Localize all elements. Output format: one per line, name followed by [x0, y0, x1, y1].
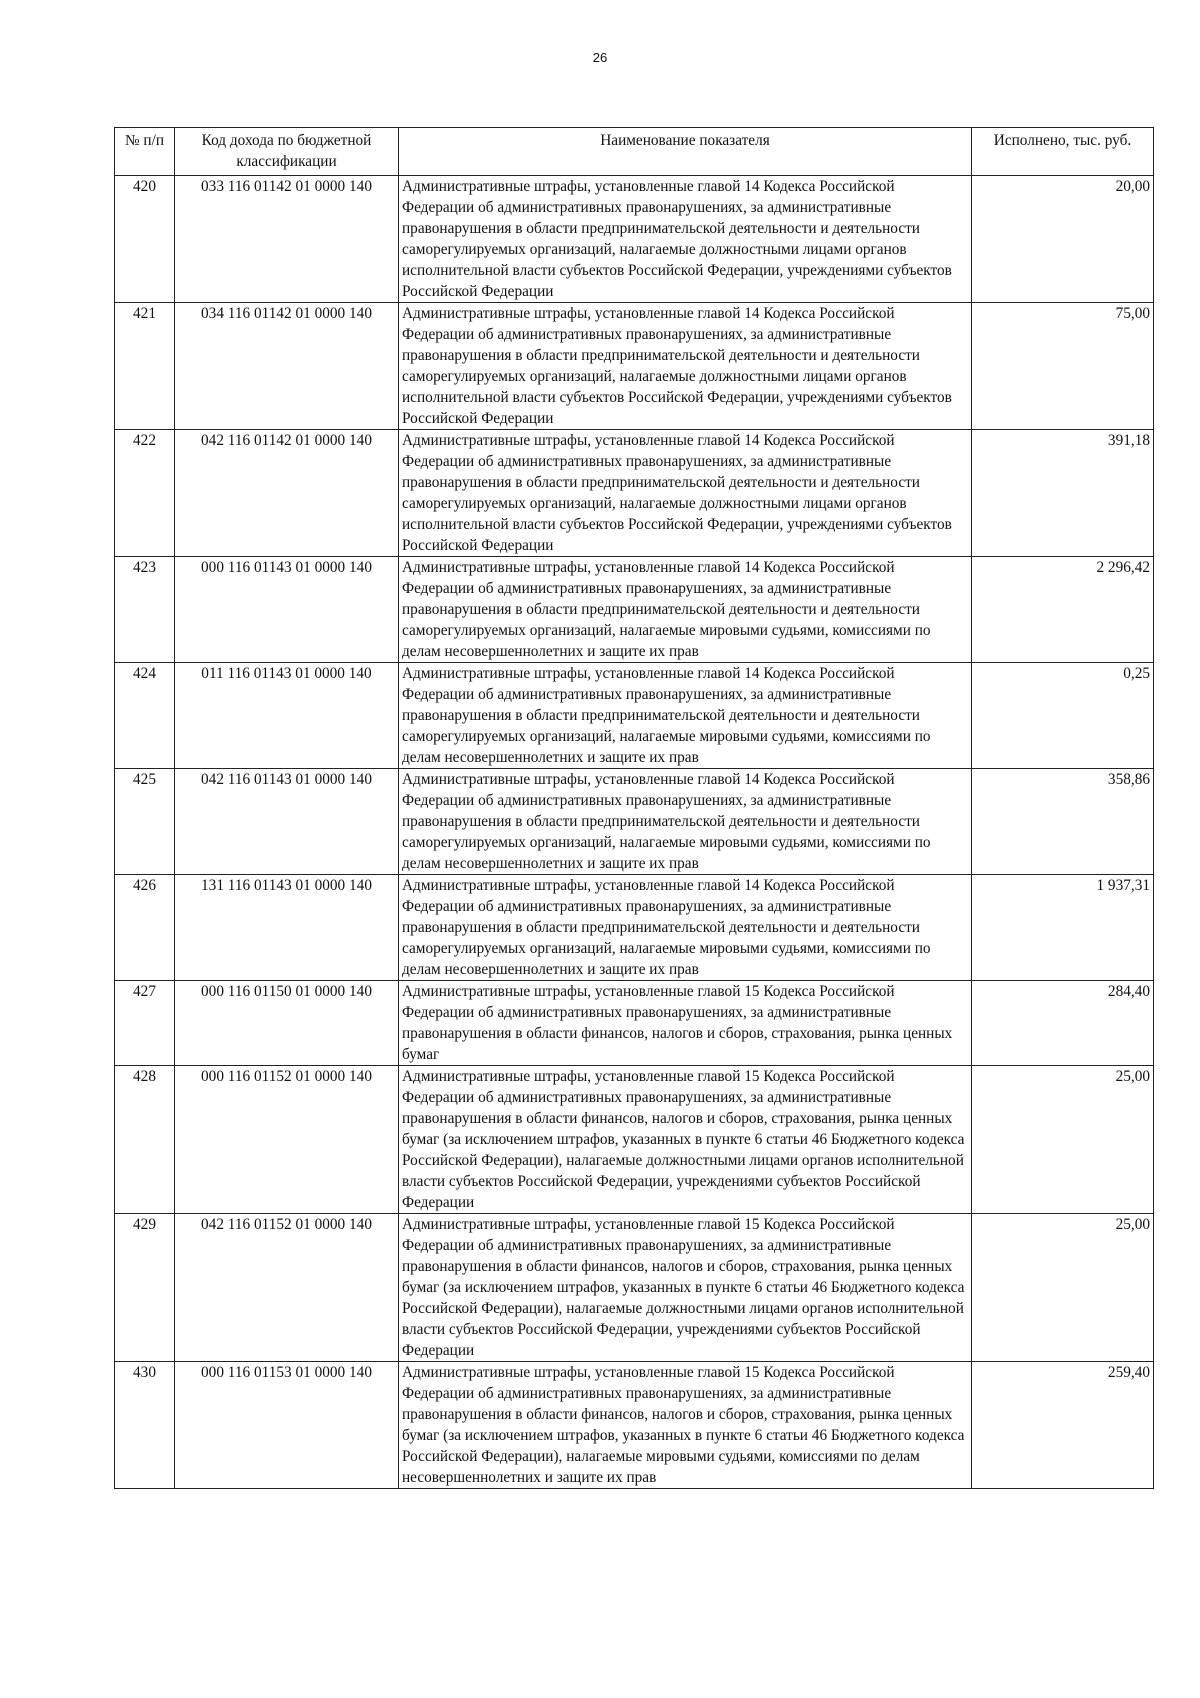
row-code: 034 116 01142 01 0000 140 [175, 303, 399, 430]
row-number: 425 [115, 769, 175, 875]
table-row [115, 981, 1154, 1066]
row-name: Административные штрафы, установленные главой 14 Кодекса Российской Федерации об административных правонарушениях, за административные правонарушения в области предпринимательской деятельности и деятельности саморегулируемых организаций, налагаемые мировыми судьями, комиссиями по делам несовершеннолетних и защите их прав [399, 769, 972, 875]
row-name: Административные штрафы, установленные главой 15 Кодекса Российской Федерации об административных правонарушениях, за административные правонарушения в области финансов, налогов и сборов, страхования, рынка ценных бумаг (за исключением штрафов, указанных в пункте 6 статьи 46 Бюджетного кодекса Российской Федерации), налагаемые мировыми судьями, комиссиями по делам несовершеннолетних и защите их прав [399, 1362, 972, 1489]
header-code: Код дохода по бюджетной классификации [175, 128, 399, 176]
table-row [115, 875, 1154, 981]
table-row [115, 1214, 1154, 1362]
table-row [115, 1362, 1154, 1489]
row-code: 042 116 01143 01 0000 140 [175, 769, 399, 875]
row-name: Административные штрафы, установленные главой 14 Кодекса Российской Федерации об административных правонарушениях, за административные правонарушения в области предпринимательской деятельности и деятельности саморегулируемых организаций, налагаемые должностными лицами органов исполнительной власти субъектов Российской Федерации, учреждениями субъектов Российской Федерации [399, 176, 972, 303]
row-number: 427 [115, 981, 175, 1066]
row-name: Административные штрафы, установленные главой 14 Кодекса Российской Федерации об административных правонарушениях, за административные правонарушения в области предпринимательской деятельности и деятельности саморегулируемых организаций, налагаемые должностными лицами органов исполнительной власти субъектов Российской Федерации, учреждениями субъектов Российской Федерации [399, 303, 972, 430]
row-sum: 2 296,42 [972, 557, 1154, 663]
row-sum: 25,00 [972, 1066, 1154, 1214]
row-name: Административные штрафы, установленные главой 15 Кодекса Российской Федерации об административных правонарушениях, за административные правонарушения в области финансов, налогов и сборов, страхования, рынка ценных бумаг [399, 981, 972, 1066]
row-name: Административные штрафы, установленные главой 14 Кодекса Российской Федерации об административных правонарушениях, за административные правонарушения в области предпринимательской деятельности и деятельности саморегулируемых организаций, налагаемые мировыми судьями, комиссиями по делам несовершеннолетних и защите их прав [399, 663, 972, 769]
row-name: Административные штрафы, установленные главой 15 Кодекса Российской Федерации об административных правонарушениях, за административные правонарушения в области финансов, налогов и сборов, страхования, рынка ценных бумаг (за исключением штрафов, указанных в пункте 6 статьи 46 Бюджетного кодекса Российской Федерации), налагаемые должностными лицами органов исполнительной власти субъектов Российской Федерации, учреждениями субъектов Российской Федерации [399, 1066, 972, 1214]
row-number: 424 [115, 663, 175, 769]
row-number: 429 [115, 1214, 175, 1362]
table-row [115, 303, 1154, 430]
header-num: № п/п [115, 128, 175, 176]
row-name: Административные штрафы, установленные главой 14 Кодекса Российской Федерации об административных правонарушениях, за административные правонарушения в области предпринимательской деятельности и деятельности саморегулируемых организаций, налагаемые должностными лицами органов исполнительной власти субъектов Российской Федерации, учреждениями субъектов Российской Федерации [399, 430, 972, 557]
row-sum: 284,40 [972, 981, 1154, 1066]
row-sum: 1 937,31 [972, 875, 1154, 981]
row-number: 430 [115, 1362, 175, 1489]
header-name: Наименование показателя [399, 128, 972, 176]
row-code: 042 116 01152 01 0000 140 [175, 1214, 399, 1362]
header-sum: Исполнено, тыс. руб. [972, 128, 1154, 176]
row-code: 000 116 01143 01 0000 140 [175, 557, 399, 663]
row-name: Административные штрафы, установленные главой 15 Кодекса Российской Федерации об административных правонарушениях, за административные правонарушения в области финансов, налогов и сборов, страхования, рынка ценных бумаг (за исключением штрафов, указанных в пункте 6 статьи 46 Бюджетного кодекса Российской Федерации), налагаемые должностными лицами органов исполнительной власти субъектов Российской Федерации, учреждениями субъектов Российской Федерации [399, 1214, 972, 1362]
row-number: 421 [115, 303, 175, 430]
table-row [115, 176, 1154, 303]
row-number: 420 [115, 176, 175, 303]
row-sum: 358,86 [972, 769, 1154, 875]
row-code: 000 116 01150 01 0000 140 [175, 981, 399, 1066]
row-number: 426 [115, 875, 175, 981]
row-name: Административные штрафы, установленные главой 14 Кодекса Российской Федерации об административных правонарушениях, за административные правонарушения в области предпринимательской деятельности и деятельности саморегулируемых организаций, налагаемые мировыми судьями, комиссиями по делам несовершеннолетних и защите их прав [399, 557, 972, 663]
row-code: 000 116 01152 01 0000 140 [175, 1066, 399, 1214]
row-number: 428 [115, 1066, 175, 1214]
row-code: 042 116 01142 01 0000 140 [175, 430, 399, 557]
row-number: 423 [115, 557, 175, 663]
row-sum: 259,40 [972, 1362, 1154, 1489]
table-header-row [115, 128, 1154, 176]
table-row [115, 1066, 1154, 1214]
table-row [115, 663, 1154, 769]
page-number: 26 [592, 50, 608, 65]
row-sum: 391,18 [972, 430, 1154, 557]
table-row [115, 769, 1154, 875]
row-sum: 25,00 [972, 1214, 1154, 1362]
row-number: 422 [115, 430, 175, 557]
row-code: 000 116 01153 01 0000 140 [175, 1362, 399, 1489]
revenue-table [114, 127, 1154, 1489]
row-code: 033 116 01142 01 0000 140 [175, 176, 399, 303]
row-code: 131 116 01143 01 0000 140 [175, 875, 399, 981]
row-code: 011 116 01143 01 0000 140 [175, 663, 399, 769]
table-row [115, 557, 1154, 663]
table-row [115, 430, 1154, 557]
row-name: Административные штрафы, установленные главой 14 Кодекса Российской Федерации об административных правонарушениях, за административные правонарушения в области предпринимательской деятельности и деятельности саморегулируемых организаций, налагаемые мировыми судьями, комиссиями по делам несовершеннолетних и защите их прав [399, 875, 972, 981]
row-sum: 20,00 [972, 176, 1154, 303]
row-sum: 0,25 [972, 663, 1154, 769]
row-sum: 75,00 [972, 303, 1154, 430]
